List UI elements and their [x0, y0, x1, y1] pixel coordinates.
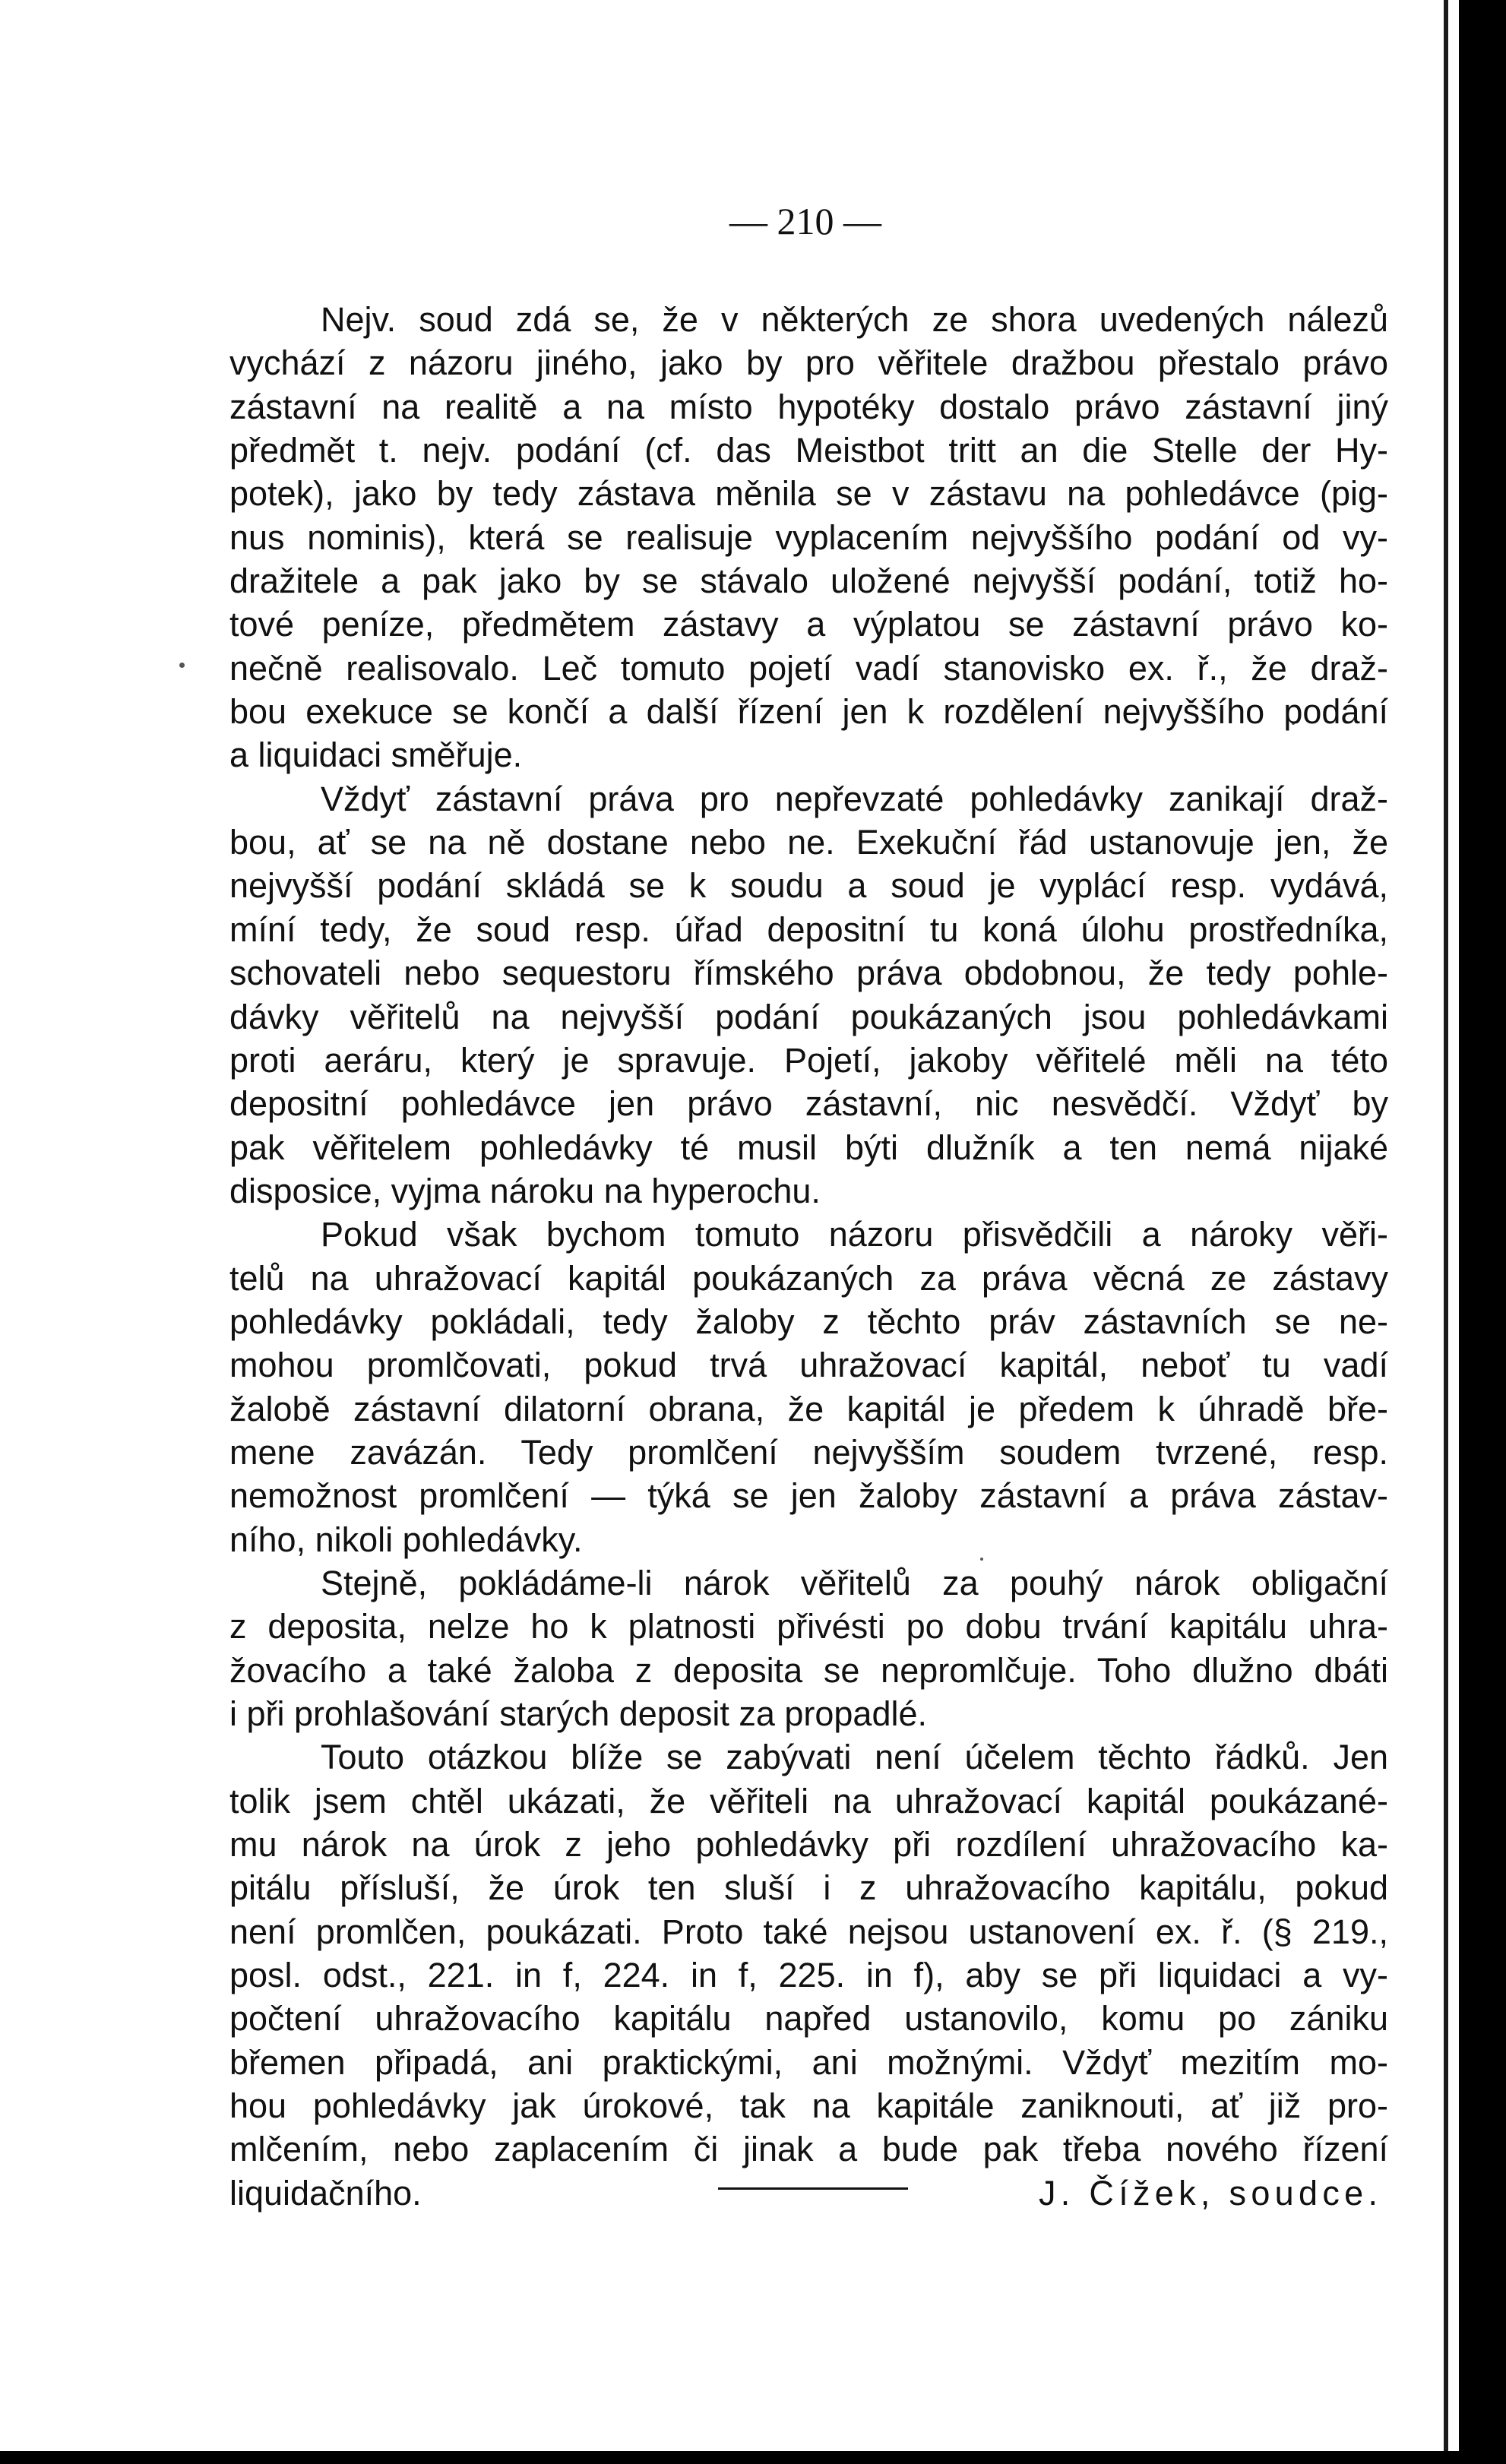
text-line: dávky věřitelů na nejvyšší podání poukázaných jsou pohledávkami — [229, 997, 1388, 1036]
page-number: — 210 — — [729, 200, 881, 242]
scan-speck — [179, 663, 185, 668]
text-line: břemen připadá, ani praktickými, ani možnými. Vždyť mezitím mo- — [229, 2042, 1388, 2082]
text-line: pak věřitelem pohledávky té musil býti dlužník a ten nemá nijaké — [229, 1128, 1388, 1167]
text-line: nemožnost promlčení — týká se jen žaloby zástavní a práva zástav- — [229, 1476, 1388, 1516]
text-line: depositní pohledávce jen právo zástavní, nic nesvědčí. Vždyť by — [229, 1084, 1388, 1124]
text-line: telů na uhražovací kapitál poukázaných za práva věcná ze zástavy — [229, 1258, 1388, 1298]
text-line: liquidačního. — [229, 2173, 422, 2213]
text-line: disposice, vyjma nároku na hyperochu. — [229, 1171, 821, 1210]
text-line: dražitele a pak jako by se stávalo uložené nejvyšší podání, totiž ho- — [229, 561, 1388, 601]
text-line: tolik jsem chtěl ukázati, že věřiteli na uhražovací kapitál poukázané- — [229, 1781, 1388, 1820]
text-line: schovateli nebo sequestoru římského práva obdobnou, že tedy pohle- — [229, 954, 1388, 993]
paragraph — [229, 1213, 1388, 1561]
text-line: Vždyť zástavní práva pro nepřevzaté pohledávky zanikají draž- — [321, 779, 1388, 818]
text-line: mu nárok na úrok z jeho pohledávky při rozdílení uhražovacího ka- — [229, 1825, 1388, 1865]
text-line: Stejně, pokládáme-li nárok věřitelů za pouhý nárok obligační — [321, 1563, 1388, 1602]
paragraph — [229, 1735, 1388, 2215]
text-line: Nejv. soud zdá se, že v některých ze shora uvedených nálezů — [321, 300, 1388, 339]
text-line: žovacího a také žaloba z deposita se nepromlčuje. Toho dlužno dbáti — [229, 1650, 1388, 1690]
text-line: není promlčen, poukázati. Proto také nejsou ustanovení ex. ř. (§ 219., — [229, 1912, 1388, 1951]
text-line: nečně realisovalo. Leč tomuto pojetí vadí stanovisko ex. ř., že draž- — [229, 648, 1388, 688]
text-line: bou exekuce se končí a další řízení jen k rozdělení nejvyššího podání — [229, 692, 1388, 732]
text-line: pitálu přísluší, že úrok ten sluší i z uhražovacího kapitálu, pokud — [229, 1868, 1388, 1908]
paragraph — [229, 298, 1388, 777]
text-line: potek), jako by tedy zástava měnila se v zástavu na pohledávce (pig- — [229, 474, 1388, 514]
text-line: Pokud však bychom tomuto názoru přisvědčili a nároky věři- — [321, 1215, 1388, 1254]
text-line: z deposita, nelze ho k platnosti přivésti po dobu trvání kapitálu uhra- — [229, 1607, 1388, 1646]
paragraph — [229, 1561, 1388, 1735]
closing-rule — [718, 2187, 908, 2190]
signature: J. Čížek, soudce. — [1039, 2173, 1383, 2213]
text-line: tové peníze, předmětem zástavy a výplatou se zástavní právo ko- — [229, 605, 1388, 644]
text-line: proti aeráru, který je spravuje. Pojetí, jakoby věřitelé měli na této — [229, 1040, 1388, 1080]
closing-line — [229, 2171, 1388, 2215]
text-line: hou pohledávky jak úrokové, tak na kapitále zaniknouti, ať již pro- — [229, 2086, 1388, 2126]
text-line: i při prohlašování starých deposit za propadlé. — [229, 1694, 928, 1733]
scan-edge-bottom — [0, 2451, 1506, 2464]
text-line: a liquidaci směřuje. — [229, 735, 523, 775]
text-line: mohou promlčovati, pokud trvá uhražovací kapitál, neboť tu vadí — [229, 1346, 1388, 1385]
text-line: posl. odst., 221. in f, 224. in f, 225. in f), aby se při liquidaci a vy- — [229, 1956, 1388, 1995]
text-line: míní tedy, že soud resp. úřad depositní tu koná úlohu prostředníka, — [229, 909, 1388, 949]
text-line: pohledávky pokládali, tedy žaloby z těchto práv zástavních se ne- — [229, 1302, 1388, 1341]
text-line: mene zavázán. Tedy promlčení nejvyšším soudem tvrzené, resp. — [229, 1432, 1388, 1472]
text-line: ního, nikoli pohledávky. — [229, 1520, 583, 1559]
text-line: vychází z názoru jiného, jako by pro věřitele dražbou přestalo právo — [229, 343, 1388, 383]
text-line: nus nominis), která se realisuje vyplacením nejvyššího podání od vy- — [229, 517, 1388, 557]
text-line: počtení uhražovacího kapitálu napřed ustanovilo, komu po zániku — [229, 1999, 1388, 2039]
text-line: nejvyšší podání skládá se k soudu a soud je vyplácí resp. vydává, — [229, 866, 1388, 906]
text-line: předmět t. nejv. podání (cf. das Meistbot tritt an die Stelle der Hy- — [229, 431, 1388, 470]
body-text — [229, 298, 1388, 2215]
scan-edge-line — [1444, 0, 1448, 2464]
text-line: mlčením, nebo zaplacením či jinak a bude pak třeba nového řízení — [229, 2130, 1388, 2169]
text-line: bou, ať se na ně dostane nebo ne. Exekuční řád ustanovuje jen, že — [229, 823, 1388, 862]
text-line: zástavní na realitě a na místo hypotéky dostalo právo zástavní jiný — [229, 387, 1388, 426]
paragraph — [229, 777, 1388, 1213]
scan-edge-right — [1459, 0, 1506, 2464]
text-line: žalobě zástavní dilatorní obrana, že kapitál je předem k úhradě bře- — [229, 1389, 1388, 1428]
text-line: Touto otázkou blíže se zabývati není účelem těchto řádků. Jen — [321, 1738, 1388, 1777]
